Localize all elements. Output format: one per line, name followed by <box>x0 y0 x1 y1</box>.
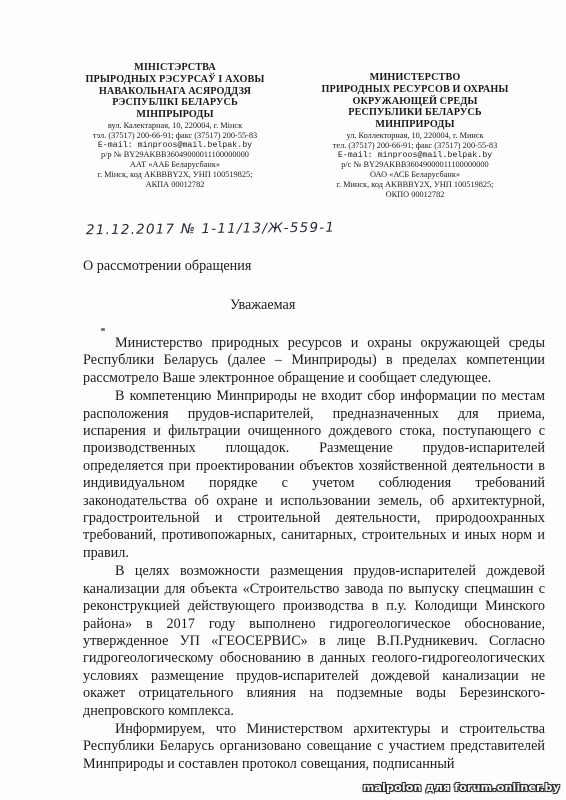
handwritten-reference-number: 21.12.2017 № 1-11/13/Ж-559-1 <box>85 219 336 239</box>
letterhead-title-line: ОКРУЖАЮЩЕЙ СРЕДЫ <box>352 95 478 107</box>
letterhead-email: E-mail: minproos@mail.belpak.by <box>97 140 253 150</box>
body-paragraph: В компетенцию Минприроды не входит сбор информации по местам расположения прудов-испарителей, предназначенных для приема, испарения и фильтрации очищенного дождевого стока, поступающего с производственных площадок. Размещение прудов-испарителей определяется при проектировании объектов хозяйственной деятельности в индивидуальном порядке с учетом соблюдения требований законодательства об охране и использовании земель, об архитектурной, градостроительной и строительной деятельности, природоохранных требований, противопожарных, санитарных, строительных и иных норм и правил. <box>83 388 545 561</box>
letterhead-title-line: ПРЫРОДНЫХ РЭСУРСАЎ І АХОВЫ <box>85 73 265 85</box>
body-paragraph: Информируем, что Министерством архитектуры и строительства Республики Беларусь организовано совещание с участием представителей Минприроды и составлен протокол совещания, подписанный <box>83 720 545 772</box>
letterhead-bank: ААТ «ААБ Беларусбанк» <box>129 160 221 170</box>
letterhead-address: вул. Калектарная, 10, 220004, г. Мінск <box>107 121 243 131</box>
letterhead-title-line: МИНПРИРОДЫ <box>375 119 455 131</box>
letter-body <box>83 335 545 774</box>
letterhead-email: E-mail: minproos@mail.belpak.by <box>337 150 493 160</box>
letterhead-title-line: НАВАКОЛЬНАГА АСЯРОДДЗЯ <box>98 85 252 97</box>
letterhead-okpo: ОКПО 00012782 <box>385 189 445 199</box>
letterhead-bank-code: г. Минск, код AKBBBY2X, УНП 100519825; <box>336 179 494 189</box>
letterhead-phone: тэл. (37517) 200-66-91; факс (37517) 200-55-83 <box>92 130 258 140</box>
letterhead-russian <box>304 72 526 199</box>
letterhead-phone: тел. (37517) 200-66-91; факс (37517) 200-55-83 <box>332 140 498 150</box>
letterhead-belarusian <box>66 62 284 189</box>
watermark: malpolon для forum.onliner.by <box>362 781 560 794</box>
letter-greeting: Уважаемая <box>230 297 296 313</box>
letterhead-account: р/р № BY29AKBB36049000011100000000 <box>101 150 249 160</box>
letterhead-title-line: РЭСПУБЛІКІ БЕЛАРУСЬ <box>112 97 238 109</box>
letterhead-title-line: МИНИСТЕРСТВО <box>369 72 461 83</box>
body-paragraph: Министерство природных ресурсов и охраны окружающей среды Республики Беларусь (далее – Минприроды) в пределах компетенции рассмотрело Ваше электронное обращение и сообщает следующее. <box>83 335 545 386</box>
letterhead-title-line: РЕСПУБЛИКИ БЕЛАРУСЬ <box>348 107 482 119</box>
letterhead-okpo: АКПА 00012782 <box>145 179 205 189</box>
scan-speck <box>101 328 105 331</box>
letter-subject: О рассмотрении обращения <box>83 258 252 274</box>
letterhead-bank-code: г. Мінск, код AKBBBY2X, УНП 100519825; <box>97 169 253 179</box>
letterhead-title-line: МІНІСТЭРСТВА <box>134 62 216 73</box>
letterhead-address: ул. Коллекторная, 10, 220004, г. Минск <box>346 131 484 141</box>
letterhead-bank: ОАО «АСБ Беларусбанк» <box>369 170 461 180</box>
letterhead-title-line: ПРИРОДНЫХ РЕСУРСОВ И ОХРАНЫ <box>321 83 509 95</box>
body-paragraph: В целях возможности размещения прудов-испарителей дождевой канализации для объекта «Строительство завода по выпуску спецмашин с реконструкцией действующего производства в п.у. Колодищи Минского района» в 2017 году выполнено гидрогеологическое обоснование, утвержденное УП «ГЕОСЕРВИС» в лице В.П.Рудникевич. Согласно гидрогеологическому обоснованию в данных геолого-гидрогеологических условиях размещение прудов-испарителей дождевой канализации не окажет отрицательного влияния на подземные воды Березинского-днепровского комплекса. <box>83 563 545 719</box>
letterhead-title-line: МІНПРЫРОДЫ <box>136 109 214 121</box>
letterhead-account: р/с № BY29AKBB36049000011100000000 <box>341 160 489 170</box>
